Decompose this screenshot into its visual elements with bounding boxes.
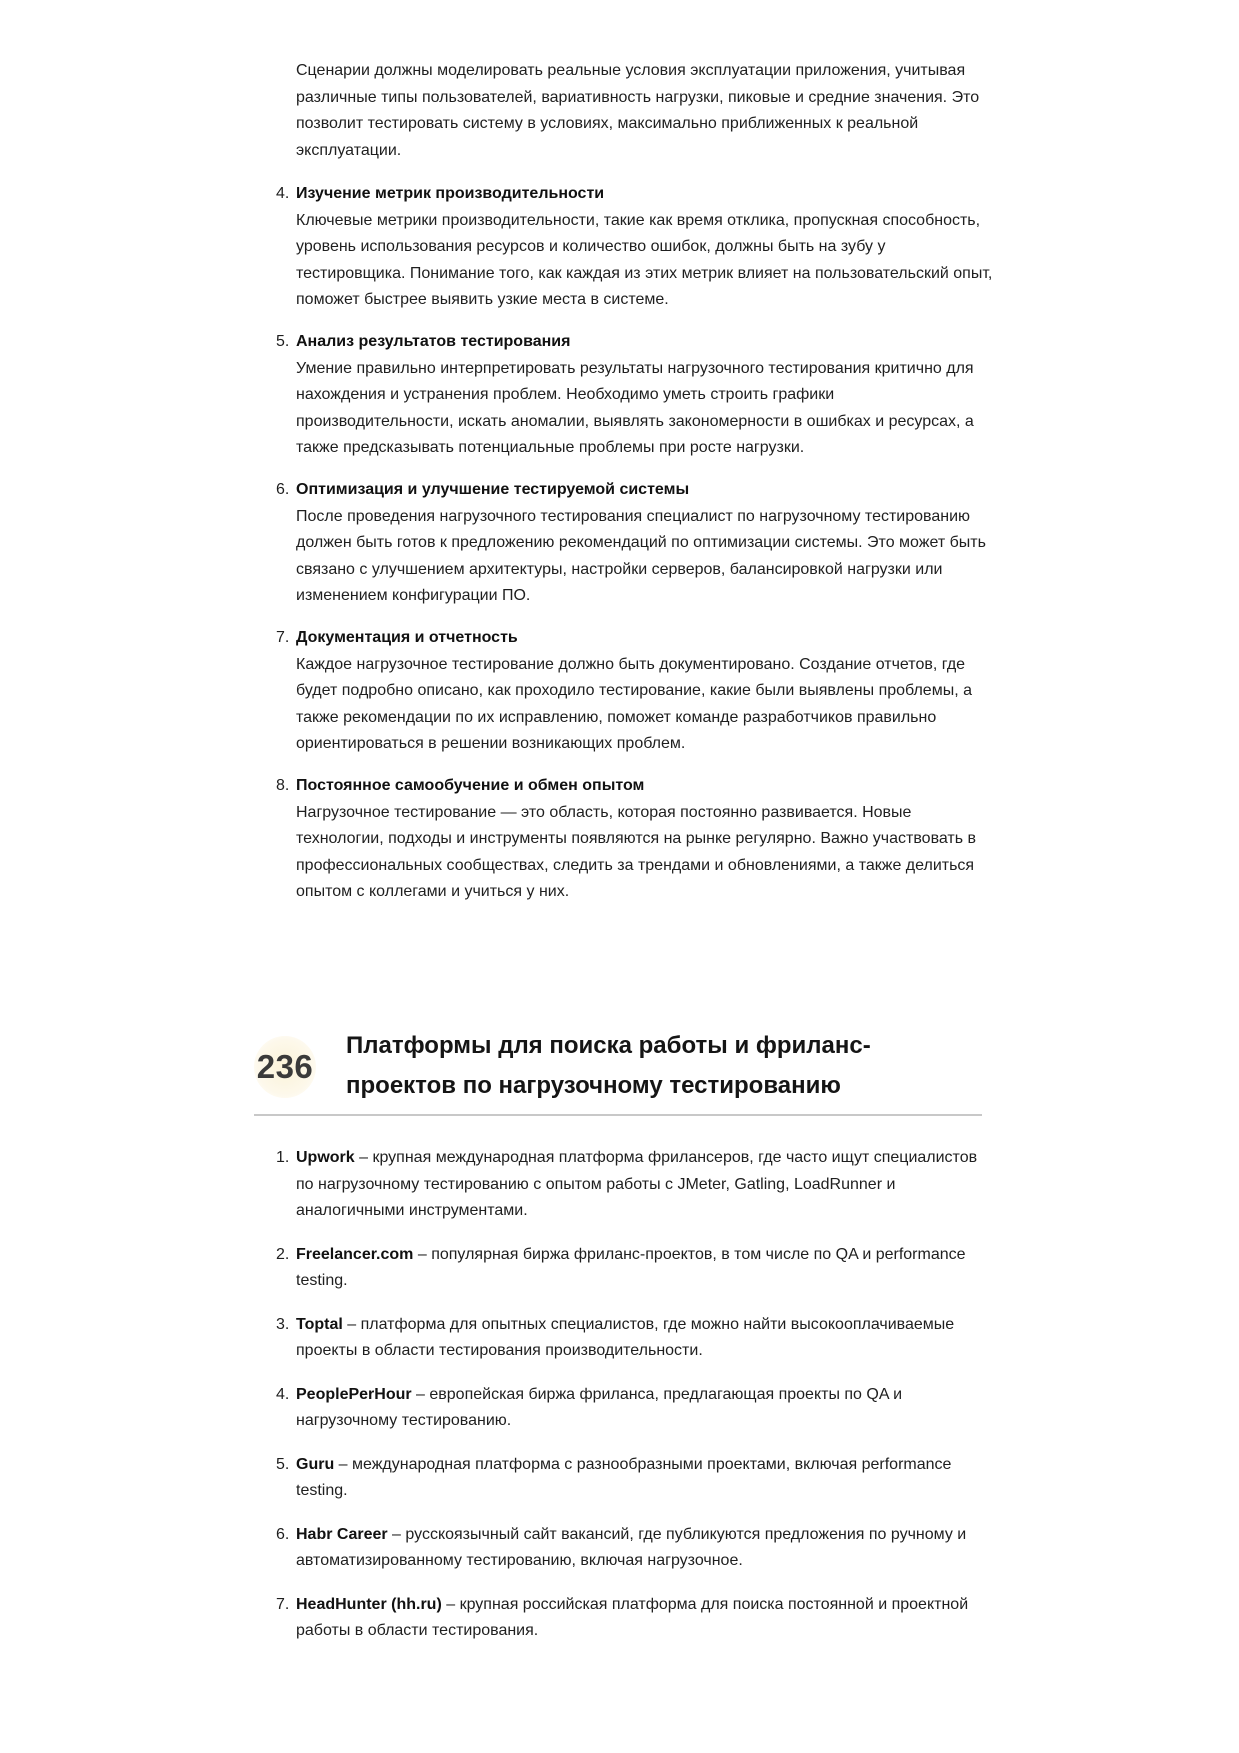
item-title: Изучение метрик производительности bbox=[296, 185, 605, 202]
list-item bbox=[276, 1312, 996, 1365]
platform-name: PeoplePerHour bbox=[296, 1385, 412, 1403]
chapter-number-badge: 236 bbox=[254, 1036, 316, 1098]
list-item bbox=[276, 477, 996, 610]
list-item bbox=[276, 625, 996, 758]
platform-name: Toptal bbox=[296, 1315, 343, 1333]
item-title: Оптимизация и улучшение тестируемой системы bbox=[296, 481, 690, 498]
platform-description: – популярная биржа фриланс-проектов, в том числе по QA и performance testing. bbox=[296, 1245, 966, 1289]
platform-description: – международная платформа с разнообразными проектами, включая performance testing. bbox=[296, 1455, 952, 1499]
platform-name: Freelancer.com bbox=[296, 1245, 414, 1263]
item-body: После проведения нагрузочного тестирования специалист по нагрузочному тестированию должен быть готов к предложению рекомендаций по оптимизации системы. Это может быть связано с улучшением архитектуры, настройки серверов, балансировкой нагрузки или изменением конфигурации ПО. bbox=[296, 507, 986, 604]
item-body: Нагрузочное тестирование — это область, которая постоянно развивается. Новые технологии, подходы и инструменты появляются на рынке регулярно. Важно участвовать в профессиональных сообществах, следить за трендами и обновлениями, а также делиться опытом с коллегами и учиться у них. bbox=[296, 803, 977, 900]
item-number: 4. bbox=[276, 1385, 290, 1403]
platform-description: – европейская биржа фриланса, предлагающая проекты по QA и нагрузочному тестированию. bbox=[296, 1385, 903, 1429]
item-number: 5. bbox=[276, 1455, 290, 1473]
skills-list bbox=[276, 181, 996, 921]
item-number: 3. bbox=[276, 1315, 290, 1333]
platform-description: – крупная российская платформа для поиска постоянной и проектной работы в области тестирования. bbox=[296, 1595, 969, 1639]
list-item bbox=[276, 773, 996, 906]
item-number: 7. bbox=[276, 629, 290, 646]
list-item bbox=[276, 1242, 996, 1295]
item-number: 1. bbox=[276, 1149, 290, 1166]
item-number: 2. bbox=[276, 1245, 290, 1263]
platform-name: Upwork bbox=[296, 1149, 355, 1166]
platform-name: Habr Career bbox=[296, 1525, 388, 1543]
section-header bbox=[254, 1030, 982, 1116]
continued-paragraph: Сценарии должны моделировать реальные условия эксплуатации приложения, учитывая различные типы пользователей, вариативность нагрузки, пиковые и средние значения. Это позволит тестировать систему в условиях, максимально приближенных к реальной эксплуатации. bbox=[296, 62, 980, 159]
item-number: 6. bbox=[276, 481, 290, 498]
item-title: Анализ результатов тестирования bbox=[296, 333, 571, 350]
item-number: 6. bbox=[276, 1525, 290, 1543]
item-number: 5. bbox=[276, 333, 290, 350]
item-title: Постоянное самообучение и обмен опытом bbox=[296, 777, 645, 794]
list-item bbox=[276, 329, 996, 462]
item-number: 4. bbox=[276, 185, 290, 202]
item-body: Ключевые метрики производительности, такие как время отклика, пропускная способность, уровень использования ресурсов и количество ошибок, должны быть на зубу у тестировщика. Понимание того, как каждая из этих метрик влияет на пользовательский опыт, поможет быстрее выявить узкие места в системе. bbox=[296, 211, 993, 308]
item-body: Каждое нагрузочное тестирование должно быть документировано. Создание отчетов, где будет подробно описано, как проходило тестирование, какие были выявлены проблемы, а также рекомендации по их исправлению, поможет команде разработчиков правильно ориентироваться в решении возникающих проблем. bbox=[296, 655, 972, 752]
platform-description: – крупная международная платформа фрилансеров, где часто ищут специалистов по нагрузочному тестированию с опытом работы с JMeter, Gatling, LoadRunner и аналогичными инструментами. bbox=[296, 1149, 978, 1219]
item-title: Документация и отчетность bbox=[296, 629, 518, 646]
platform-name: HeadHunter (hh.ru) bbox=[296, 1595, 442, 1613]
item-number: 8. bbox=[276, 777, 290, 794]
platforms-list bbox=[276, 1145, 996, 1662]
platform-name: Guru bbox=[296, 1455, 335, 1473]
item-number: 7. bbox=[276, 1595, 290, 1613]
platform-description: – русскоязычный сайт вакансий, где публикуются предложения по ручному и автоматизированному тестированию, включая нагрузочное. bbox=[296, 1525, 967, 1569]
list-item bbox=[276, 1382, 996, 1435]
platform-description: – платформа для опытных специалистов, где можно найти высокооплачиваемые проекты в области тестирования производительности. bbox=[296, 1315, 955, 1359]
list-item bbox=[276, 181, 996, 314]
item-body: Умение правильно интерпретировать результаты нагрузочного тестирования критично для нахождения и устранения проблем. Необходимо уметь строить графики производительности, искать аномалии, выявлять закономерности в ошибках и ресурсах, а также предсказывать потенциальные проблемы при росте нагрузки. bbox=[296, 359, 974, 456]
list-item bbox=[276, 1592, 996, 1645]
list-item bbox=[276, 1145, 996, 1225]
section-title: Платформы для поиска работы и фриланс-проектов по нагрузочному тестированию bbox=[346, 1032, 871, 1099]
list-item bbox=[276, 1522, 996, 1575]
list-item bbox=[276, 1452, 996, 1505]
